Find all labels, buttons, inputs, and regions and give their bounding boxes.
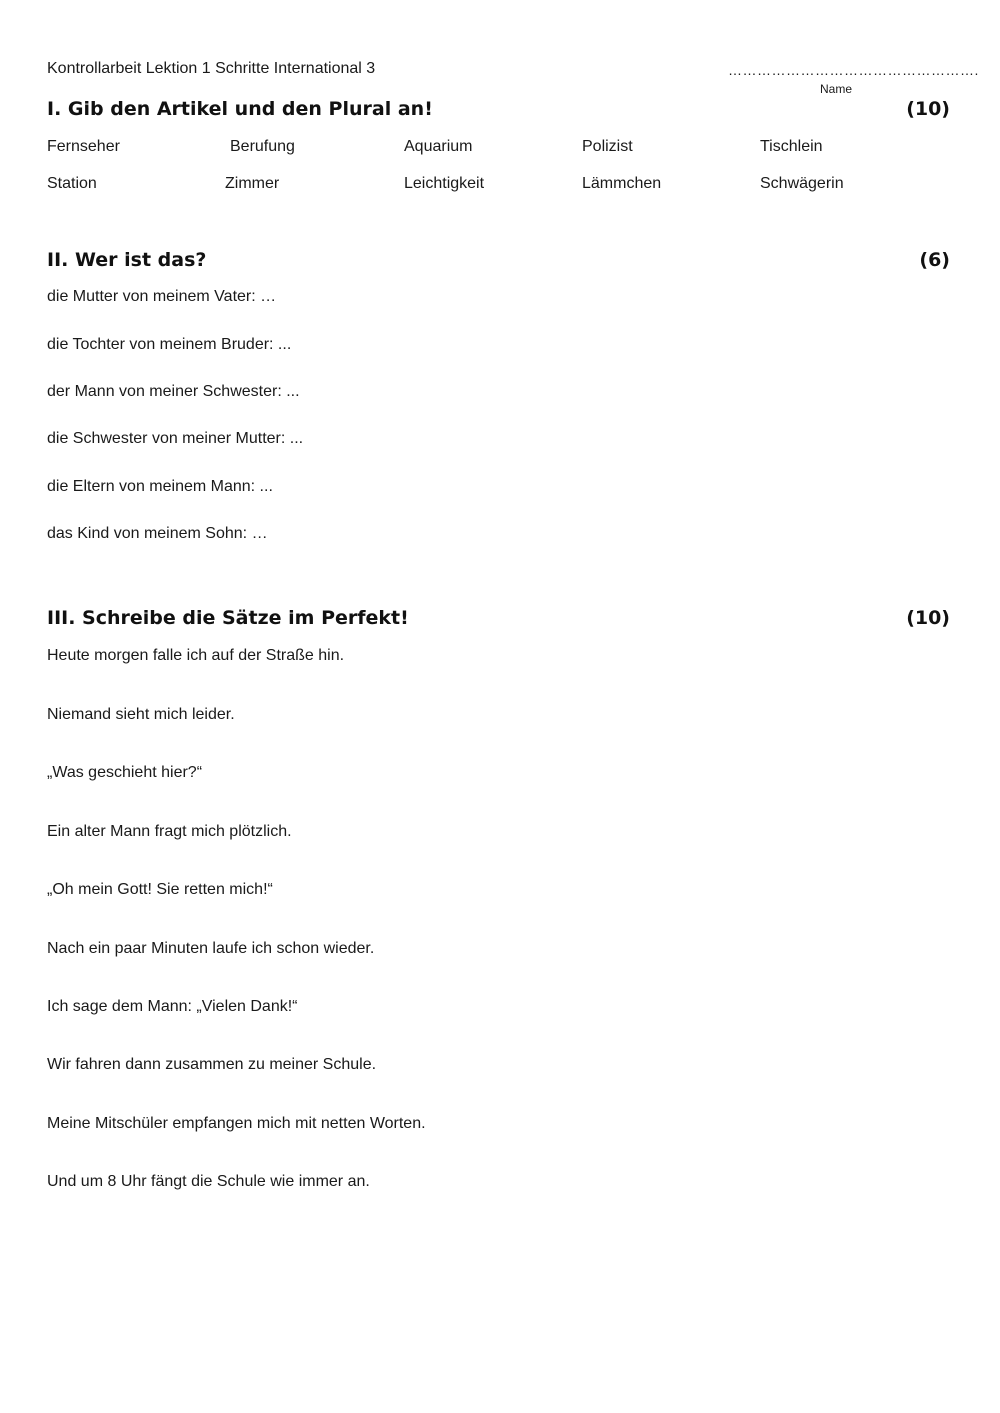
word-cell: Lämmchen (582, 175, 662, 192)
name-label: Name (820, 82, 853, 96)
perfekt-sentence: „Was geschieht hier?“ (47, 764, 203, 781)
section-3-points: (10) (906, 607, 950, 629)
section-3-heading: III. Schreibe die Sätze im Perfekt! (47, 607, 409, 629)
word-cell: Schwägerin (760, 175, 844, 192)
worksheet-title: Kontrollarbeit Lektion 1 Schritte International 3 (47, 60, 376, 77)
section-1-heading: I. Gib den Artikel und den Plural an! (47, 98, 433, 120)
word-cell: Aquarium (404, 138, 473, 155)
perfekt-sentence: Und um 8 Uhr fängt die Schule wie immer an. (47, 1173, 370, 1190)
family-question: die Tochter von meinem Bruder: ... (47, 336, 292, 353)
word-cell: Station (47, 175, 97, 192)
family-question: das Kind von meinem Sohn: … (47, 525, 268, 542)
perfekt-sentence: Ich sage dem Mann: „Vielen Dank!“ (47, 998, 298, 1015)
word-cell: Leichtigkeit (404, 175, 485, 192)
word-cell: Tischlein (760, 138, 823, 155)
word-cell: Berufung (230, 138, 295, 155)
name-line: ……………………………………………. (728, 62, 979, 78)
perfekt-sentence: Niemand sieht mich leider. (47, 706, 235, 723)
section-2-heading: II. Wer ist das? (47, 249, 207, 271)
perfekt-sentence: Ein alter Mann fragt mich plötzlich. (47, 823, 292, 840)
perfekt-sentence: „Oh mein Gott! Sie retten mich!“ (47, 881, 273, 898)
section-2-points: (6) (919, 249, 950, 271)
perfekt-sentence: Nach ein paar Minuten laufe ich schon wieder. (47, 940, 375, 957)
family-question: die Schwester von meiner Mutter: ... (47, 430, 304, 447)
perfekt-sentence: Heute morgen falle ich auf der Straße hin. (47, 647, 345, 664)
family-question: die Mutter von meinem Vater: … (47, 288, 277, 305)
family-question: die Eltern von meinem Mann: ... (47, 478, 273, 495)
section-1-points: (10) (906, 98, 950, 120)
family-question: der Mann von meiner Schwester: ... (47, 383, 300, 400)
word-cell: Zimmer (225, 175, 280, 192)
perfekt-sentence: Wir fahren dann zusammen zu meiner Schule. (47, 1056, 377, 1073)
perfekt-sentence: Meine Mitschüler empfangen mich mit netten Worten. (47, 1115, 426, 1132)
word-cell: Polizist (582, 138, 633, 155)
word-cell: Fernseher (47, 138, 120, 155)
